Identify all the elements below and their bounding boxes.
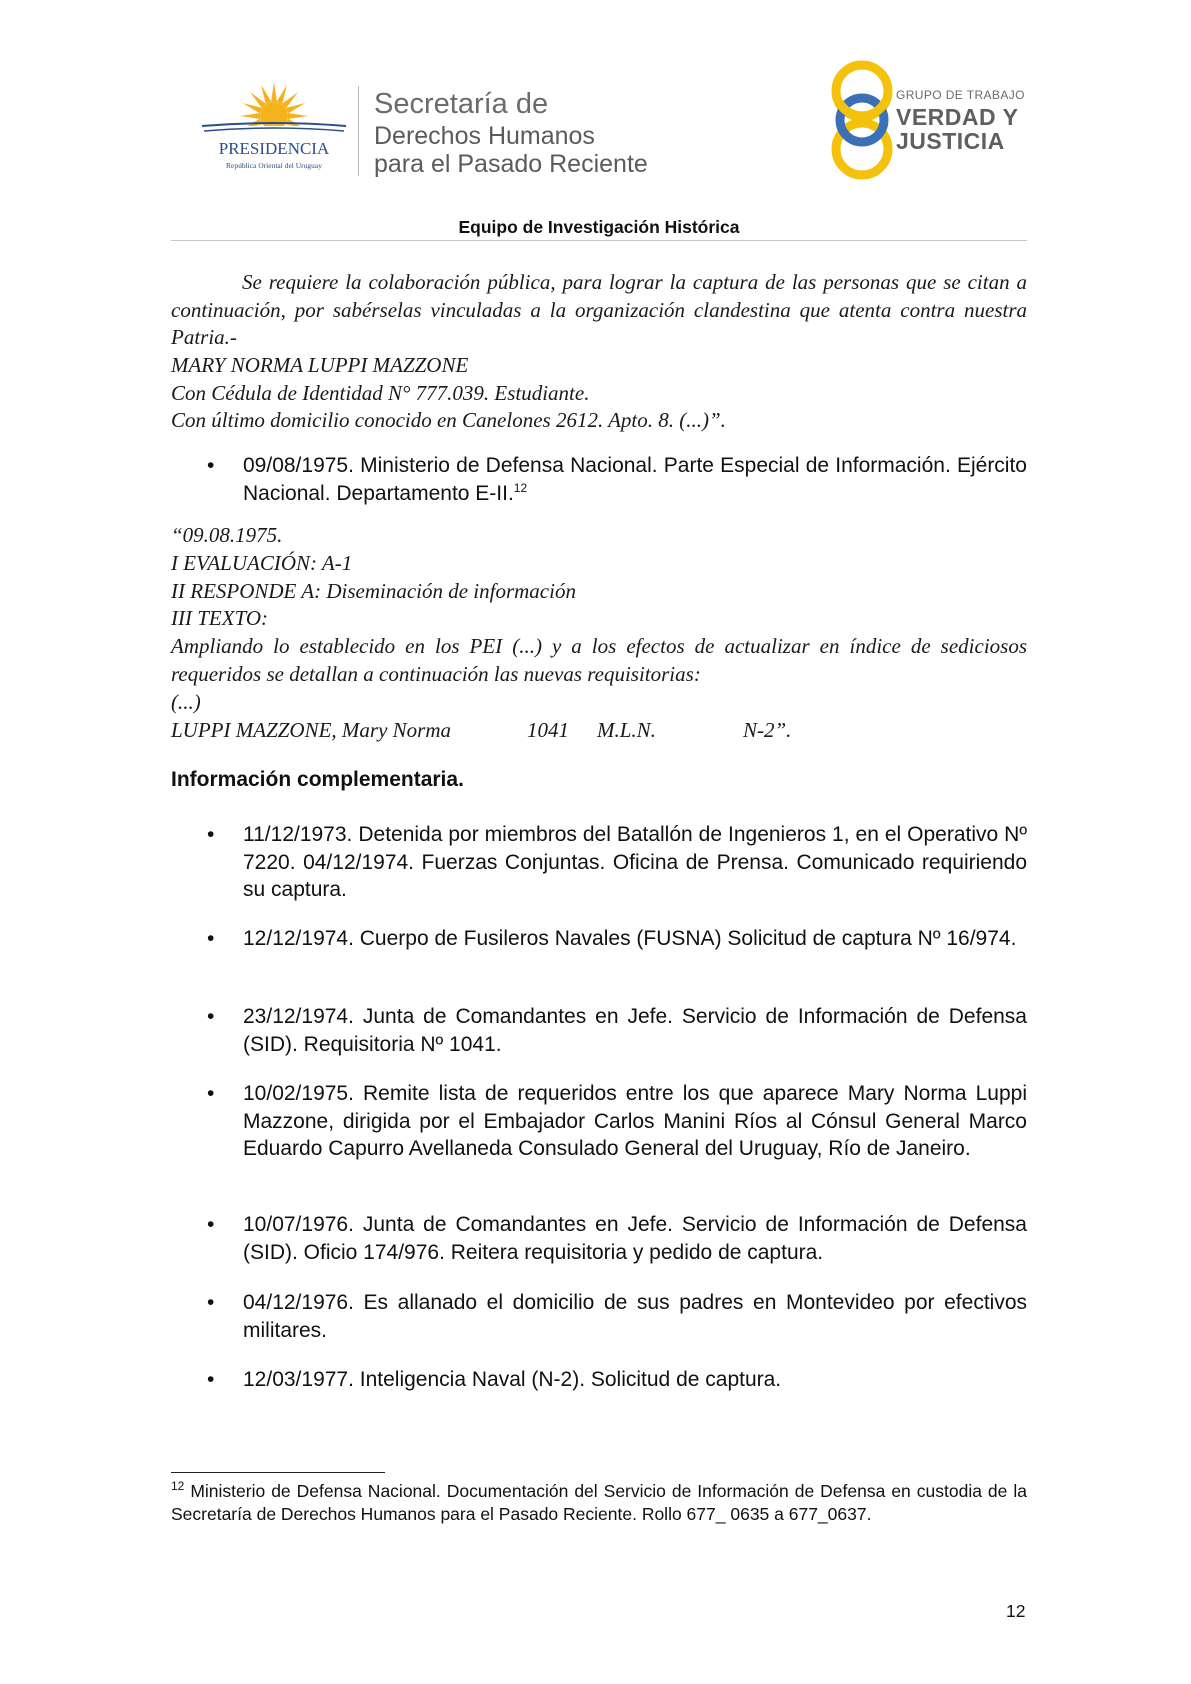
logo-divider <box>358 86 359 176</box>
quote-paragraph: Se requiere la colaboración pública, para lograr la captura de las personas que se citan a continuación, por sabérselas vinculadas a la organización clandestina que atenta contra nuestra Patria.- <box>171 270 1027 349</box>
bullet-marker: • <box>207 1368 215 1391</box>
gtvj-logo-text <box>896 89 1025 153</box>
bullet-marker: • <box>207 454 215 477</box>
section-title: Información complementaria. <box>171 768 464 791</box>
secretaria-logo-text <box>374 90 648 177</box>
linked-rings-icon <box>822 58 902 182</box>
footnote-rule <box>171 1472 385 1473</box>
presidencia-title: PRESIDENCIA <box>218 139 330 158</box>
quote2-ellipsis: (...) <box>171 690 201 714</box>
list-item: 12/03/1977. Inteligencia Naval (N-2). Solicitud de captura. <box>243 1368 782 1391</box>
list-item: 10/02/1975. Remite lista de requeridos entre los que aparece Mary Norma Luppi Mazzone, dirigida por el Embajador Carlos Manini Ríos al Cónsul General Marco Eduardo Capurro Avellaneda Consulado General del Uruguay, Río de Janeiro. <box>243 1082 1027 1160</box>
requisitoria-row <box>171 717 1027 745</box>
requisitoria-code: N-2”. <box>743 718 792 742</box>
bullet-marker: • <box>207 1082 215 1105</box>
header-rule <box>171 240 1027 241</box>
gtvj-line-2: VERDAD Y <box>896 104 1019 130</box>
gtvj-line-1: GRUPO DE TRABAJO <box>896 88 1025 102</box>
bullet-marker: • <box>207 823 215 846</box>
bullet-intro <box>243 452 1027 507</box>
secretaria-line-3: para el Pasado Reciente <box>374 150 648 178</box>
quote2-evaluacion: I EVALUACIÓN: A-1 <box>171 551 353 575</box>
list-item: 12/12/1974. Cuerpo de Fusileros Navales (FUSNA) Solicitud de captura Nº 16/974. <box>243 927 1017 950</box>
footnote-text: Ministerio de Defensa Nacional. Documentación del Servicio de Información de Defensa en custodia de la Secretaría de Derechos Humanos para el Pasado Reciente. Rollo 677_ 0635 a 677_0637. <box>171 1481 1027 1524</box>
quote2-responde: II RESPONDE A: Diseminación de información <box>171 579 576 603</box>
bullet-intro-text: 09/08/1975. Ministerio de Defensa Nacional. Parte Especial de Información. Ejército Nacional. Departamento E-II. <box>243 454 1027 505</box>
team-title: Equipo de Investigación Histórica <box>458 217 740 237</box>
footnote-reference: 12 <box>513 480 528 495</box>
domicilio-line: Con último domicilio conocido en Canelones 2612. Apto. 8. (...)”. <box>171 408 726 432</box>
footnote-number: 12 <box>171 1479 185 1494</box>
page-number: 12 <box>1006 1601 1026 1621</box>
gtvj-line-3: JUSTICIA <box>896 128 1005 154</box>
quote2-texto: III TEXTO: <box>171 606 269 630</box>
list-item: 23/12/1974. Junta de Comandantes en Jefe. Servicio de Información de Defensa (SID). Requisitoria Nº 1041. <box>243 1005 1027 1056</box>
quote2-date: “09.08.1975. <box>171 523 283 547</box>
bullet-marker: • <box>207 1213 215 1236</box>
secretaria-line-2: Derechos Humanos <box>374 122 595 150</box>
bullet-marker: • <box>207 927 215 950</box>
requisitoria-name: LUPPI MAZZONE, Mary Norma <box>171 718 452 742</box>
secretaria-line-1: Secretaría de <box>374 88 549 120</box>
sun-emblem-icon <box>196 80 352 180</box>
list-item: 04/12/1976. Es allanado el domicilio de sus padres en Montevideo por efectivos militares. <box>243 1291 1027 1342</box>
wanted-name: MARY NORMA LUPPI MAZZONE <box>171 353 469 377</box>
footnote <box>171 1480 1027 1526</box>
presidencia-subtitle: República Oriental del Uruguay <box>225 161 323 170</box>
bullet-marker: • <box>207 1005 215 1028</box>
list-item: 11/12/1973. Detenida por miembros del Batallón de Ingenieros 1, en el Operativo Nº 7220. 04/12/1974. Fuerzas Conjuntas. Oficina de Prensa. Comunicado requiriendo su captura. <box>243 823 1027 901</box>
requisitoria-org: M.L.N. <box>597 718 656 742</box>
requisitoria-number: 1041 <box>527 718 569 742</box>
list-item: 10/07/1976. Junta de Comandantes en Jefe. Servicio de Información de Defensa (SID). Oficio 174/976. Reitera requisitoria y pedido de captura. <box>243 1213 1027 1264</box>
cedula-line: Con Cédula de Identidad N° 777.039. Estudiante. <box>171 381 590 405</box>
bullet-marker: • <box>207 1291 215 1314</box>
quote2-paragraph: Ampliando lo establecido en los PEI (...) y a los efectos de actualizar en índice de sediciosos requeridos se detallan a continuación las nuevas requisitorias: <box>171 634 1027 686</box>
